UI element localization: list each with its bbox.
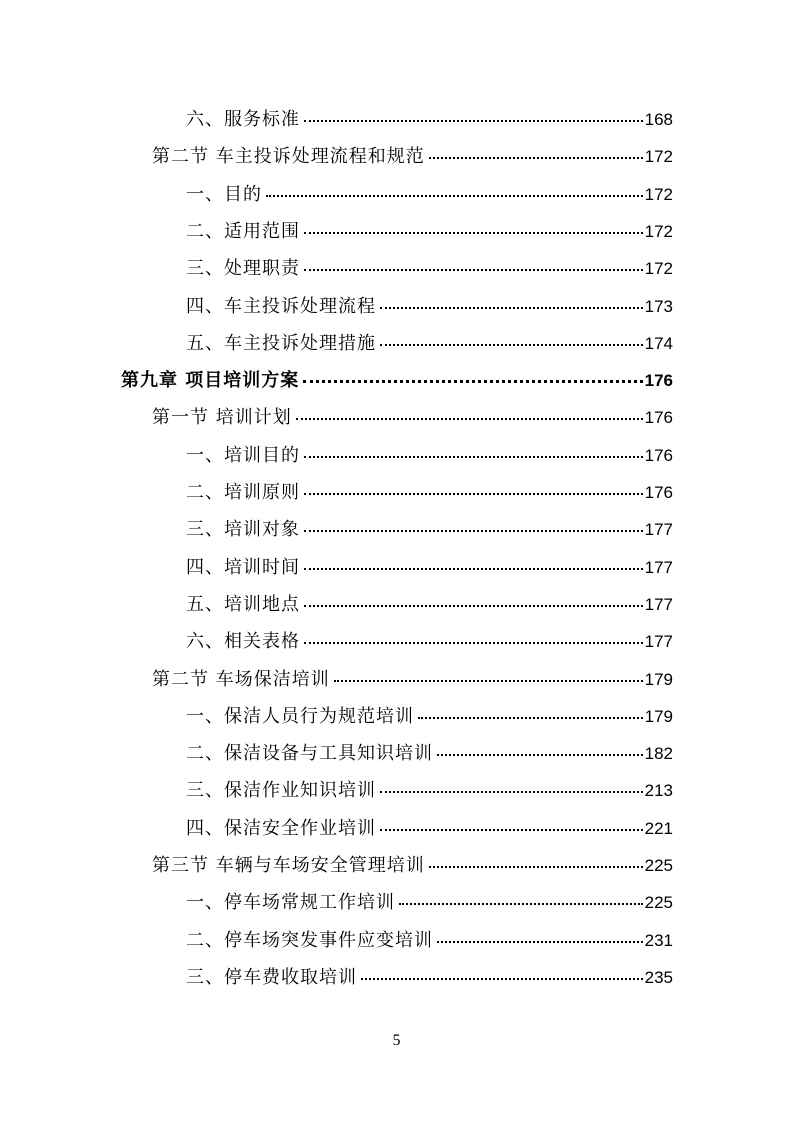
- toc-entry[interactable]: [152, 404, 673, 432]
- toc-entry-page: 176: [644, 408, 673, 428]
- toc-entry-page: 173: [644, 296, 673, 316]
- toc-entry-page: 168: [644, 110, 673, 129]
- toc-dot-leader: [304, 493, 643, 495]
- toc-entry[interactable]: [186, 479, 673, 507]
- toc-entry-label: 三、培训对象: [186, 519, 300, 541]
- toc-dot-leader: [296, 418, 643, 420]
- toc-dot-leader: [429, 157, 643, 159]
- toc-entry[interactable]: [186, 628, 673, 656]
- toc-entry-page: 225: [644, 893, 673, 913]
- toc-dot-leader: [304, 642, 643, 644]
- toc-entry[interactable]: [186, 442, 673, 470]
- toc-entry-label: 二、培训原则: [186, 482, 300, 503]
- toc-dot-leader: [334, 680, 643, 682]
- toc-entry-label: 一、目的: [186, 183, 262, 205]
- toc-entry-label: 六、相关表格: [186, 631, 300, 653]
- toc-entry-page: 231: [644, 930, 673, 950]
- toc-dot-leader: [437, 754, 643, 756]
- toc-entry[interactable]: [186, 777, 673, 805]
- toc-entry[interactable]: [152, 852, 673, 880]
- toc-entry[interactable]: [186, 106, 673, 134]
- toc-entry[interactable]: [186, 964, 673, 992]
- toc-entry[interactable]: [186, 255, 673, 283]
- toc-dot-leader: [399, 903, 643, 905]
- toc-dot-leader: [437, 941, 643, 943]
- toc-entry-label: 一、停车场常规工作培训: [186, 892, 395, 914]
- toc-entry[interactable]: [186, 889, 673, 917]
- page-number: 5: [392, 1032, 401, 1049]
- toc-entry-label: 二、停车场突发事件应变培训: [186, 929, 433, 951]
- toc-dot-leader: [418, 717, 643, 719]
- toc-entry-label: 一、培训目的: [186, 444, 300, 466]
- toc-dot-leader: [361, 978, 643, 980]
- toc-entry-label: 四、保洁安全作业培训: [186, 817, 376, 839]
- toc-entry[interactable]: [186, 516, 673, 544]
- toc-entry-page: 179: [644, 706, 673, 726]
- toc-entry-label: 五、车主投诉处理措施: [186, 332, 376, 354]
- toc-entry[interactable]: [186, 554, 673, 582]
- toc-chapter-entry[interactable]: [121, 367, 673, 395]
- toc-entry[interactable]: [186, 181, 673, 209]
- toc-entry-label: 第三节 车辆与车场安全管理培训: [152, 855, 425, 876]
- toc-entry-page: 225: [644, 856, 673, 875]
- toc-entry-page: 177: [644, 557, 673, 577]
- toc-entry-page: 179: [644, 669, 673, 689]
- toc-entry-label: 四、车主投诉处理流程: [186, 295, 376, 317]
- toc-entry[interactable]: [186, 927, 673, 955]
- toc-entry[interactable]: [152, 666, 673, 694]
- toc-entry-page: 174: [644, 333, 673, 353]
- toc-entry-label: 三、保洁作业知识培训: [186, 780, 376, 802]
- toc-dot-leader: [380, 829, 643, 831]
- toc-entry-label: 一、保洁人员行为规范培训: [186, 705, 414, 727]
- toc-dot-leader: [304, 530, 643, 532]
- toc-entry-page: 235: [644, 967, 673, 987]
- toc-dot-leader: [304, 456, 643, 458]
- toc-entry-label: 三、停车费收取培训: [186, 966, 357, 988]
- toc-entry-page: 172: [644, 221, 673, 241]
- toc-entry-page: 177: [644, 632, 673, 652]
- toc-entry-page: 213: [644, 781, 673, 801]
- toc-entry-label: 第九章 项目培训方案: [121, 370, 300, 392]
- toc-entry-label: 第一节 培训计划: [152, 407, 292, 429]
- toc-entry-page: 177: [644, 594, 673, 614]
- toc-entry-label: 六、服务标准: [186, 109, 300, 130]
- toc-entry-label: 二、适用范围: [186, 220, 300, 242]
- toc-entry-label: 第二节 车主投诉处理流程和规范: [152, 146, 425, 168]
- toc-dot-leader: [304, 605, 643, 607]
- toc-entry[interactable]: [186, 293, 673, 321]
- toc-entry-label: 四、培训时间: [186, 556, 300, 578]
- toc-dot-leader: [304, 568, 643, 570]
- toc-entry-label: 五、培训地点: [186, 593, 300, 615]
- toc-dot-leader: [429, 866, 643, 868]
- toc-entry-page: 177: [644, 520, 673, 540]
- toc-entry[interactable]: [186, 740, 673, 768]
- toc-entry-page: 172: [644, 184, 673, 204]
- toc-dot-leader: [380, 307, 643, 309]
- toc-entry-page: 172: [644, 147, 673, 167]
- toc-dot-leader: [303, 380, 642, 383]
- toc-entry-label: 三、处理职责: [186, 258, 300, 280]
- toc-dot-leader: [266, 195, 643, 197]
- toc-entry-page: 221: [644, 818, 673, 838]
- toc-entry-page: 176: [644, 371, 673, 391]
- toc-entry[interactable]: [186, 218, 673, 246]
- toc-dot-leader: [304, 232, 643, 234]
- toc-entry-page: 176: [644, 445, 673, 465]
- toc-entry[interactable]: [186, 815, 673, 843]
- toc-entry[interactable]: [186, 330, 673, 358]
- toc-entry-page: 182: [644, 744, 673, 764]
- toc-entry[interactable]: [186, 703, 673, 731]
- toc-entry[interactable]: [152, 143, 673, 171]
- toc-entry-page: 176: [644, 483, 673, 502]
- toc-entry[interactable]: [186, 591, 673, 619]
- toc-entry-label: 第二节 车场保洁培训: [152, 668, 330, 690]
- toc-dot-leader: [304, 120, 643, 122]
- toc-entry-page: 172: [644, 259, 673, 279]
- toc-dot-leader: [380, 344, 643, 346]
- toc-entry-label: 二、保洁设备与工具知识培训: [186, 743, 433, 765]
- toc-dot-leader: [380, 791, 643, 793]
- toc-dot-leader: [304, 269, 643, 271]
